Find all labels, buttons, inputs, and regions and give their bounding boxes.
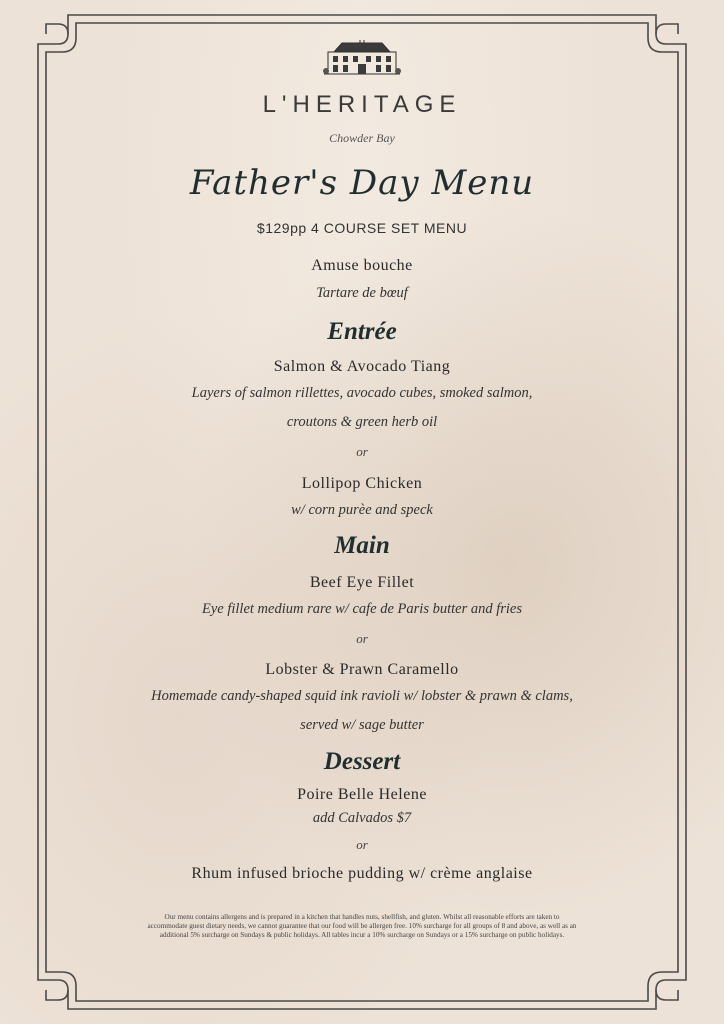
entree-heading: Entrée — [327, 318, 397, 345]
amuse-name: Amuse bouche — [311, 257, 413, 274]
main-dish2-desc-line2: served w/ sage butter — [300, 717, 424, 733]
dessert-heading: Dessert — [323, 748, 401, 775]
main-or: or — [356, 631, 368, 646]
entree-or: or — [356, 444, 368, 459]
entree-dish2-desc: w/ corn purèe and speck — [291, 502, 433, 518]
entree-dish1-desc-line2: croutons & green herb oil — [286, 414, 438, 430]
dessert-or: or — [356, 837, 368, 852]
brand-name: L'HERITAGE — [262, 91, 462, 118]
brand-location: Chowder Bay — [329, 131, 395, 145]
main-dish1-name: Beef Eye Fillet — [309, 574, 415, 591]
dessert-dish1-name: Poire Belle Helene — [297, 786, 427, 803]
main-dish1-desc: Eye fillet medium rare w/ cafe de Paris butter and fries — [201, 601, 523, 617]
allergen-disclaimer — [110, 913, 614, 940]
amuse-desc: Tartare de bœuf — [316, 285, 408, 301]
entree-dish1-desc-line1: Layers of salmon rillettes, avocado cubes, smoked salmon, — [191, 385, 533, 401]
dessert-dish1-desc: add Calvados $7 — [312, 810, 412, 826]
disclaimer-line-2: accommodate guest dietary needs, we cannot guarantee that our food will be allergen free. 10% surcharge for all groups of 8 and above, as well as an — [147, 922, 577, 930]
disclaimer-line-1: Our menu contains allergens and is prepared in a kitchen that handles nuts, shellfish, and gluten. Whilst all reasonable efforts are taken to — [164, 913, 560, 921]
main-dish2-desc-line1: Homemade candy-shaped squid ink ravioli w/ lobster & prawn & clams, — [151, 688, 573, 704]
menu-title: Father's Day Menu — [189, 163, 535, 203]
dessert-dish2-name: Rhum infused brioche pudding w/ crème anglaise — [191, 865, 533, 882]
entree-dish2-name: Lollipop Chicken — [301, 475, 423, 492]
price-line: $129pp 4 COURSE SET MENU — [256, 220, 468, 236]
entree-dish1-name: Salmon & Avocado Tiang — [273, 358, 451, 375]
house-icon — [322, 40, 402, 80]
main-heading: Main — [334, 532, 390, 559]
main-dish2-name: Lobster & Prawn Caramello — [265, 661, 459, 678]
disclaimer-line-3: additional 5% surcharge on Sundays & public holidays. All tables incur a 10% surcharge on Sundays or a 15% surcharge on public holidays. — [159, 931, 565, 939]
